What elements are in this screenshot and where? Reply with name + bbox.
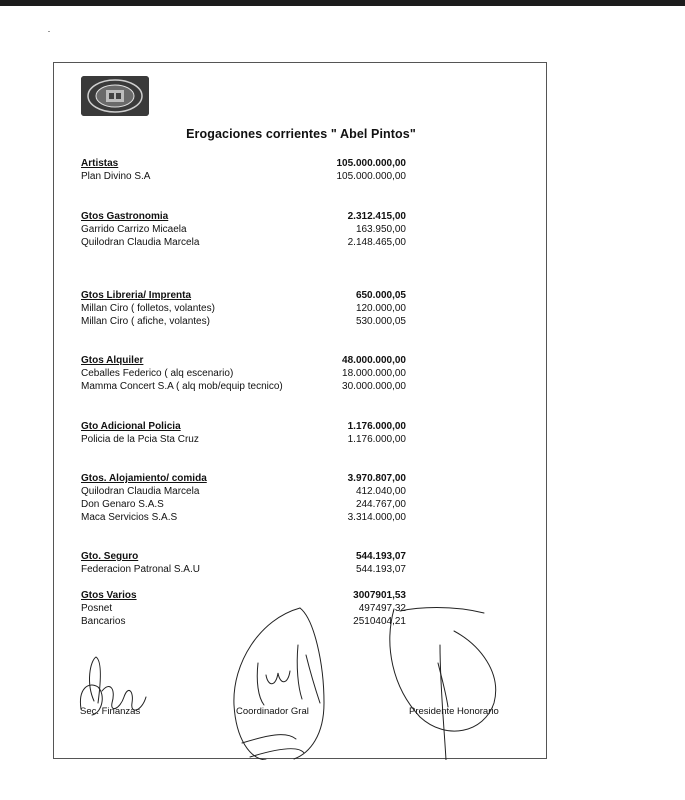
item-name: Maca Servicios S.A.S xyxy=(81,512,178,523)
section-heading: Gtos Libreria/ Imprenta xyxy=(81,290,192,301)
section-seguro xyxy=(81,550,406,576)
item-amount: 2.148.465,00 xyxy=(347,237,406,248)
item-amount: 30.000.000,00 xyxy=(342,381,406,392)
section-total: 3.970.807,00 xyxy=(347,473,406,484)
section-total: 2.312.415,00 xyxy=(347,211,406,222)
section-varios xyxy=(81,589,406,628)
section-header xyxy=(81,550,406,563)
item-amount: 2510404,21 xyxy=(353,616,406,627)
line-item xyxy=(81,433,406,446)
item-amount: 244.767,00 xyxy=(355,499,406,510)
item-amount: 120.000,00 xyxy=(355,303,406,314)
section-header xyxy=(81,420,406,433)
section-total: 3007901,53 xyxy=(353,590,406,601)
line-item xyxy=(81,511,406,524)
item-name: Federacion Patronal S.A.U xyxy=(81,564,200,575)
line-item xyxy=(81,302,406,315)
scan-speck xyxy=(48,31,50,32)
section-heading: Gto. Seguro xyxy=(81,551,139,562)
section-gastronomia xyxy=(81,210,406,249)
item-amount: 412.040,00 xyxy=(355,486,406,497)
item-amount: 1.176.000,00 xyxy=(347,434,406,445)
line-item xyxy=(81,498,406,511)
item-name: Bancarios xyxy=(81,616,126,627)
item-amount: 497497,32 xyxy=(358,603,406,614)
section-header xyxy=(81,472,406,485)
item-name: Ceballes Federico ( alq escenario) xyxy=(81,368,234,379)
section-policia xyxy=(81,420,406,446)
document-page xyxy=(53,62,547,759)
item-name: Don Genaro S.A.S xyxy=(81,499,164,510)
line-item xyxy=(81,615,406,628)
section-total: 544.193,07 xyxy=(355,551,406,562)
item-amount: 105.000.000,00 xyxy=(336,171,406,182)
section-header xyxy=(81,289,406,302)
item-name: Mamma Concert S.A ( alq mob/equip tecnico) xyxy=(81,381,283,392)
line-item xyxy=(81,380,406,393)
section-artistas xyxy=(81,157,406,183)
item-amount: 544.193,07 xyxy=(355,564,406,575)
line-item xyxy=(81,563,406,576)
item-name: Millan Ciro ( folletos, volantes) xyxy=(81,303,215,314)
line-item xyxy=(81,367,406,380)
item-name: Garrido Carrizo Micaela xyxy=(81,224,187,235)
line-item xyxy=(81,170,406,183)
item-name: Plan Divino S.A xyxy=(81,171,151,182)
section-header xyxy=(81,589,406,602)
item-name: Posnet xyxy=(81,603,113,614)
institution-emblem-icon xyxy=(81,76,149,116)
signature-label-presidente: Presidente Honorario xyxy=(409,706,499,717)
section-header xyxy=(81,210,406,223)
item-amount: 18.000.000,00 xyxy=(342,368,406,379)
section-header xyxy=(81,157,406,170)
item-amount: 530.000,05 xyxy=(355,316,406,327)
item-amount: 163.950,00 xyxy=(355,224,406,235)
signature-presidente-icon xyxy=(390,608,496,761)
item-name: Quilodran Claudia Marcela xyxy=(81,237,200,248)
section-heading: Gtos Varios xyxy=(81,590,137,601)
section-alquiler xyxy=(81,354,406,393)
item-name: Policia de la Pcia Sta Cruz xyxy=(81,434,199,445)
document-title: Erogaciones corrientes " Abel Pintos" xyxy=(186,127,416,141)
section-header xyxy=(81,354,406,367)
item-name: Millan Ciro ( afiche, volantes) xyxy=(81,316,210,327)
section-heading: Gto Adicional Policia xyxy=(81,421,181,432)
signature-coordinador-icon xyxy=(234,608,324,760)
section-total: 48.000.000,00 xyxy=(342,355,406,366)
section-heading: Gtos Alquiler xyxy=(81,355,144,366)
item-amount: 3.314.000,00 xyxy=(347,512,406,523)
section-heading: Gtos. Alojamiento/ comida xyxy=(81,473,207,484)
section-libreria xyxy=(81,289,406,328)
line-item xyxy=(81,223,406,236)
line-item xyxy=(81,236,406,249)
item-name: Quilodran Claudia Marcela xyxy=(81,486,200,497)
section-heading: Gtos Gastronomia xyxy=(81,211,169,222)
line-item xyxy=(81,315,406,328)
signature-label-coordinador: Coordinador Gral xyxy=(236,706,309,717)
section-total: 650.000,05 xyxy=(355,290,406,301)
line-item xyxy=(81,602,406,615)
top-bar xyxy=(0,0,685,6)
section-heading: Artistas xyxy=(81,158,119,169)
section-alojamiento xyxy=(81,472,406,524)
signature-label-finanzas: Sec. Finanzas xyxy=(80,706,141,717)
section-total: 105.000.000,00 xyxy=(336,158,406,169)
line-item xyxy=(81,485,406,498)
section-total: 1.176.000,00 xyxy=(347,421,406,432)
